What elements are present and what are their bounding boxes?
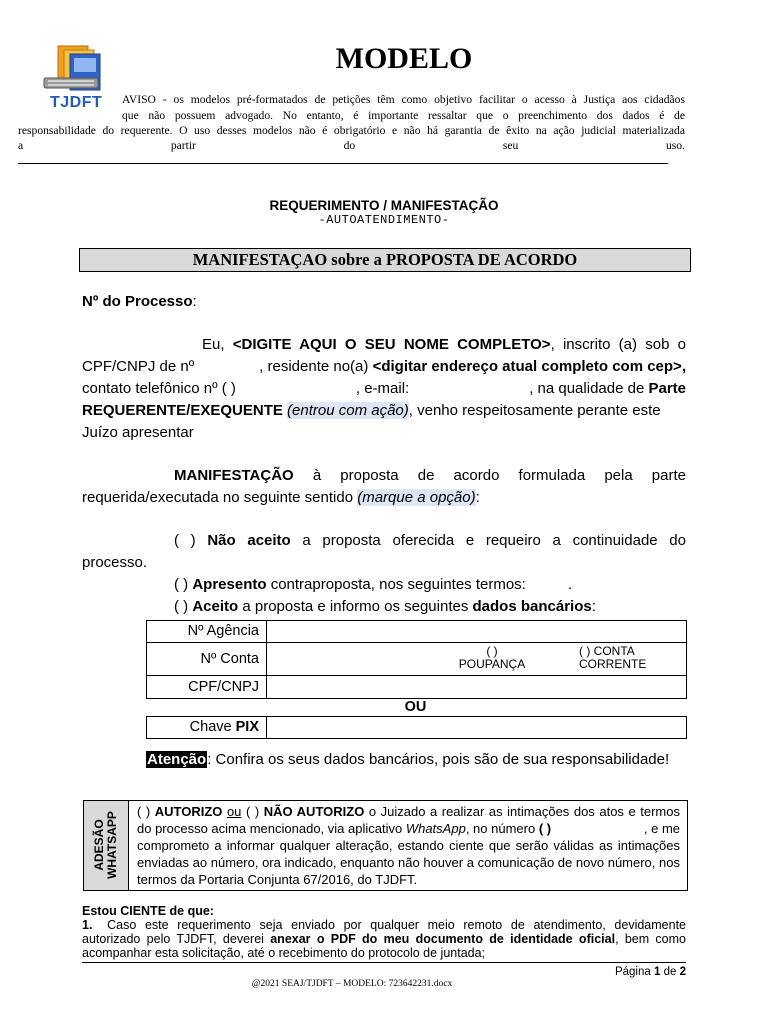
whatsapp-line1-rest: o Juizado a realizar as intimações dos atos e termos — [368, 804, 680, 819]
p1-contato: contato telefônico nº ( ) — [82, 380, 236, 397]
cpf-label: CPF/CNPJ — [188, 679, 259, 695]
whatsapp-line-4: enviadas ao número, ora indicado, enquanto não houver a comunicação de novo número, nos — [137, 855, 680, 870]
page-label: Página — [614, 966, 651, 978]
pix-input[interactable] — [266, 717, 687, 738]
p1-qualidade-wrap — [529, 378, 686, 400]
p1-cpf: CPF/CNPJ de nº — [82, 358, 195, 375]
pix-label — [147, 717, 259, 738]
p2-line1-rest: à proposta de acordo formulada pela parte — [312, 467, 686, 484]
p2-marque: (marque a opção) — [357, 489, 476, 506]
whatsapp-line2-b: , no número — [465, 821, 536, 836]
option-nao-aceito-rest: a proposta oferecida e requeiro a continuidade do — [302, 532, 686, 549]
page-indicator — [560, 965, 686, 979]
notice-word: uso. — [665, 139, 685, 152]
p1-line-2 — [82, 356, 686, 378]
footer-rule — [82, 962, 686, 963]
notice-underline — [18, 163, 668, 164]
option-nao-aceito-line2: processo. — [82, 554, 148, 571]
option-aceito-end: : — [591, 598, 596, 615]
page-title: MODELO — [335, 42, 473, 75]
ciente-title: Estou CIENTE de que: — [82, 904, 214, 918]
p2-line2: requerida/executada no seguinte sentido — [82, 489, 354, 506]
whatsapp-text — [137, 803, 680, 888]
ciente-line-3: acompanhar esta solicitação, até o recebimento do protocolo de juntada; — [82, 946, 486, 960]
pix-table — [146, 716, 687, 739]
section-title: MANIFESTAÇAO sobre a PROPOSTA DE ACORDO — [192, 250, 578, 269]
whatsapp-number-field[interactable]: ( ) — [538, 821, 552, 836]
ciente-line2-bold: anexar o PDF do meu documento de identidade oficial — [270, 932, 616, 946]
whatsapp-line2-a: do processo acima mencionado, via aplicativo — [137, 821, 403, 836]
bank-row-agencia — [147, 621, 686, 643]
pix-label-bold: PIX — [235, 719, 259, 735]
p1-residente: , residente no(a) — [259, 358, 369, 375]
p1-line-1 — [82, 334, 686, 356]
logo-text: TJDFT — [50, 94, 103, 111]
whatsapp-line-3: comprometo a informar qualquer alteração, estando ciente que serão válidas as intimações — [137, 838, 680, 853]
paragraph-1 — [82, 334, 686, 444]
address-placeholder[interactable]: <digitar endereço atual completo com cep>, — [372, 358, 686, 375]
pix-label-text: Chave — [189, 719, 232, 735]
p1-line-4 — [82, 400, 686, 422]
p1-eu: Eu, — [202, 336, 225, 353]
process-colon: : — [192, 293, 197, 310]
option-apresento-label: Apresento — [192, 576, 267, 593]
option-aceito-rest: a proposta e informo os seguintes — [242, 598, 469, 615]
notice-word: a — [18, 139, 24, 152]
corrente-label: CORRENTE — [579, 657, 647, 671]
whatsapp-box — [83, 800, 688, 891]
attention-label: Atenção — [147, 751, 207, 768]
option-checkbox[interactable]: ( ) — [174, 532, 196, 549]
nao-autorizo-checkbox[interactable]: ( ) — [245, 804, 260, 819]
corrente-option[interactable] — [579, 645, 659, 671]
p1-venho: , venho respeitosamente perante este — [408, 402, 661, 419]
option-aceito-bold: dados bancários — [472, 598, 592, 615]
p1-inscrito: , inscrito (a) sob o — [550, 336, 686, 353]
p1-entrou: (entrou com ação) — [287, 402, 409, 419]
whatsapp-line2-a-wrap — [137, 820, 551, 837]
option-apresento[interactable] — [82, 574, 686, 596]
whatsapp-line2-c: , e me — [643, 821, 680, 836]
whatsapp-line-2 — [137, 820, 680, 837]
p1-email: , e-mail: — [355, 380, 410, 397]
attention-text: : Confira os seus dados bancários, pois são de sua responsabilidade! — [207, 751, 670, 768]
poupanca-option[interactable] — [452, 645, 532, 671]
ciente-line2-b: , bem como — [615, 932, 687, 946]
p1-qualidade: , na qualidade de — [529, 380, 645, 397]
ciente-line2-a: autorizado pelo TJDFT, deverei — [82, 932, 264, 946]
p1-residente-wrap — [259, 356, 686, 378]
whatsapp-side-line2: WHATSAPP — [105, 811, 119, 879]
corrente-checkbox[interactable]: ( ) CONTA — [579, 644, 635, 658]
p2-line-2 — [82, 487, 686, 509]
ciente-item-number: 1. — [82, 918, 93, 932]
p1-line-5: Juízo apresentar — [82, 424, 194, 441]
bank-row-cpf — [147, 676, 686, 698]
document-subtype: -AUTOATENDIMENTO- — [318, 213, 450, 227]
option-nao-aceito[interactable] — [82, 530, 686, 552]
page-current: 1 — [653, 966, 661, 978]
poupanca-checkbox[interactable]: ( ) — [486, 644, 498, 658]
option-apresento-end: . — [568, 576, 573, 593]
p1-parte: Parte — [648, 380, 686, 397]
p2-line-1 — [82, 465, 686, 487]
option-aceito-label: Aceito — [192, 598, 239, 615]
or-separator: OU — [404, 699, 427, 715]
whatsapp-line-1 — [137, 803, 680, 820]
autorizo-checkbox[interactable]: ( ) — [137, 804, 151, 819]
section-title-box — [79, 248, 691, 272]
notice-line-2: que não possuem advogado. No entanto, é importante ressaltar que o preenchimento dos dados é de — [122, 109, 685, 122]
page-of: de — [663, 966, 677, 978]
bank-table — [146, 620, 687, 699]
nao-autorizo-label: NÃO AUTORIZO — [263, 804, 365, 819]
ciente-line-2 — [82, 932, 686, 946]
whatsapp-ou: ou — [226, 804, 242, 819]
option-apresento-rest: contraproposta, nos seguintes termos: — [270, 576, 526, 593]
whatsapp-side-label — [84, 801, 129, 890]
agencia-label: Nº Agência — [187, 623, 259, 639]
name-placeholder[interactable]: <DIGITE AQUI O SEU NOME COMPLETO> — [232, 336, 551, 353]
options — [82, 530, 686, 618]
whatsapp-side-line1: ADESÃO — [92, 819, 106, 871]
p1-line-3 — [82, 378, 686, 400]
notice-line-1: AVISO - os modelos pré-formatados de petições têm como objetivo facilitar o acesso à Justiça aos cidadãos — [122, 93, 685, 106]
page-total: 2 — [679, 966, 686, 978]
p2-manifestacao: MANIFESTAÇÃO — [174, 467, 294, 484]
notice-word: do — [343, 139, 356, 152]
footer-copyright: @2021 SEAJ/TJDFT – MODELO: 723642231.docx — [251, 979, 453, 989]
cpf-input[interactable] — [266, 676, 687, 698]
conta-label: Nº Conta — [200, 651, 259, 667]
process-label: Nº do Processo — [82, 293, 193, 310]
attention-note — [146, 750, 669, 770]
p1-requerente: REQUERENTE/EXEQUENTE — [82, 402, 283, 419]
whatsapp-line-5: termos da Portaria Conjunta 67/2016, do TJDFT. — [137, 872, 418, 887]
autorizo-label: AUTORIZO — [154, 804, 223, 819]
option-aceito[interactable] — [82, 596, 686, 618]
notice-line-4 — [18, 138, 685, 154]
process-number — [82, 292, 197, 312]
ciente-section — [82, 904, 686, 960]
option-nao-aceito-label: Não aceito — [207, 532, 291, 549]
ciente-line1-text: Caso este requerimento seja enviado por qualquer meio remoto de atendimento, devidamente — [107, 918, 686, 932]
p2-colon: : — [475, 489, 480, 506]
option-checkbox[interactable]: ( ) — [174, 576, 189, 593]
document-type: REQUERIMENTO / MANIFESTAÇÃO — [269, 198, 499, 213]
paragraph-2 — [82, 465, 686, 509]
whatsapp-app-name: WhatsApp — [405, 821, 466, 836]
notice-word: partir — [170, 139, 196, 152]
notice-line-3: responsabilidade do requerente. O uso desses modelos não é obrigatório e não há garantia de êxito na ação judicial materializada — [18, 124, 685, 137]
bank-row-conta — [147, 643, 686, 676]
ciente-line-1 — [82, 918, 686, 932]
agencia-input[interactable] — [266, 621, 687, 642]
notice-word: seu — [502, 139, 519, 152]
option-checkbox[interactable]: ( ) — [174, 598, 189, 615]
poupanca-label: POUPANÇA — [458, 657, 526, 671]
